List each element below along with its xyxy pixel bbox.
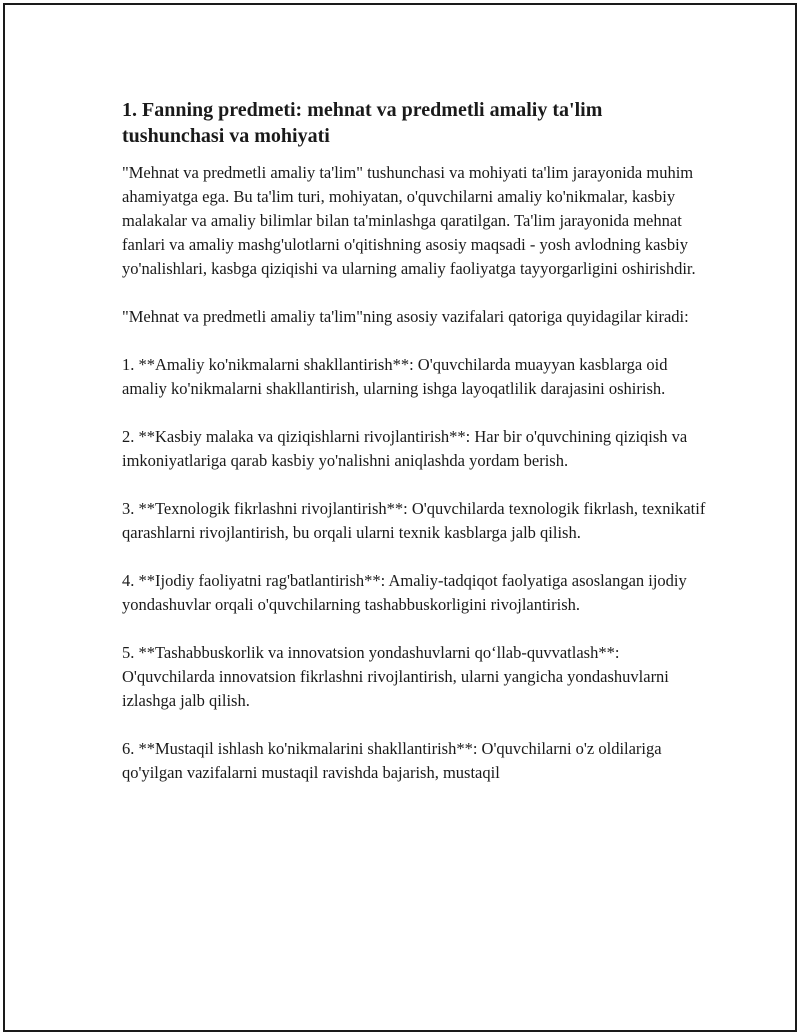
section-heading: 1. Fanning predmeti: mehnat va predmetli amaliy ta'lim tushunchasi va mohiyati — [122, 99, 603, 147]
list-item: 4. **Ijodiy faoliyatni rag'batlantirish**: Amaliy-tadqiqot faolyatiga asoslangan ijodiy yondashuvlar orqali o'quvchilarning tashabbuskorligini rivojlantirish. — [122, 571, 687, 614]
list-item: 1. **Amaliy ko'nikmalarni shakllantirish**: O'quvchilarda muayyan kasblarga oid amaliy ko'nikmalarni shakllantirish, ularning ishga layoqatlilik darajasini oshirish. — [122, 355, 668, 398]
list-item: 2. **Kasbiy malaka va qiziqishlarni rivojlantirish**: Har bir o'quvchining qiziqish va imkoniyatlariga qarab kasbiy yo'nalishni aniqlashda yordam berish. — [122, 427, 688, 470]
list-item: 3. **Texnologik fikrlashni rivojlantirish**: O'quvchilarda texnologik fikrlash, texnikatif qarashlarni rivojlantirish, bu orqali ularni texnik kasblarga jalb qilish. — [122, 499, 706, 542]
intro-paragraph: "Mehnat va predmetli amaliy ta'lim" tushunchasi va mohiyati ta'lim jarayonida muhim ahamiyatga ega. Bu ta'lim turi, mohiyatan, o'quvchilarni amaliy ko'nikmalar, kasbiy malakalar va amaliy bilimlar bilan ta'minlashga qaratilgan. Ta'lim jarayonida mehnat fanlari va amaliy mashg'ulotlarni o'qitishning asosiy maqsadi - yosh avlodning kasbiy yo'nalishlari, kasbga qiziqishi va ularning amaliy faoliyatga tayyorgarligini oshirishdir. — [122, 163, 696, 278]
document-body — [122, 97, 707, 809]
tasks-intro-paragraph: "Mehnat va predmetli amaliy ta'lim"ning asosiy vazifalari qatoriga quyidagilar kiradi: — [122, 307, 689, 326]
list-item: 6. **Mustaqil ishlash ko'nikmalarini shakllantirish**: O'quvchilarni o'z oldilariga qo'yilgan vazifalarni mustaqil ravishda bajarish, mustaqil — [122, 739, 662, 782]
list-item: 5. **Tashabbuskorlik va innovatsion yondashuvlarni qo‘llab-quvvatlash**: O'quvchilarda innovatsion fikrlashni rivojlantirish, ularni yangicha yondashuvlarni izlashga jalb qilish. — [122, 643, 669, 710]
page-frame — [3, 3, 797, 1032]
